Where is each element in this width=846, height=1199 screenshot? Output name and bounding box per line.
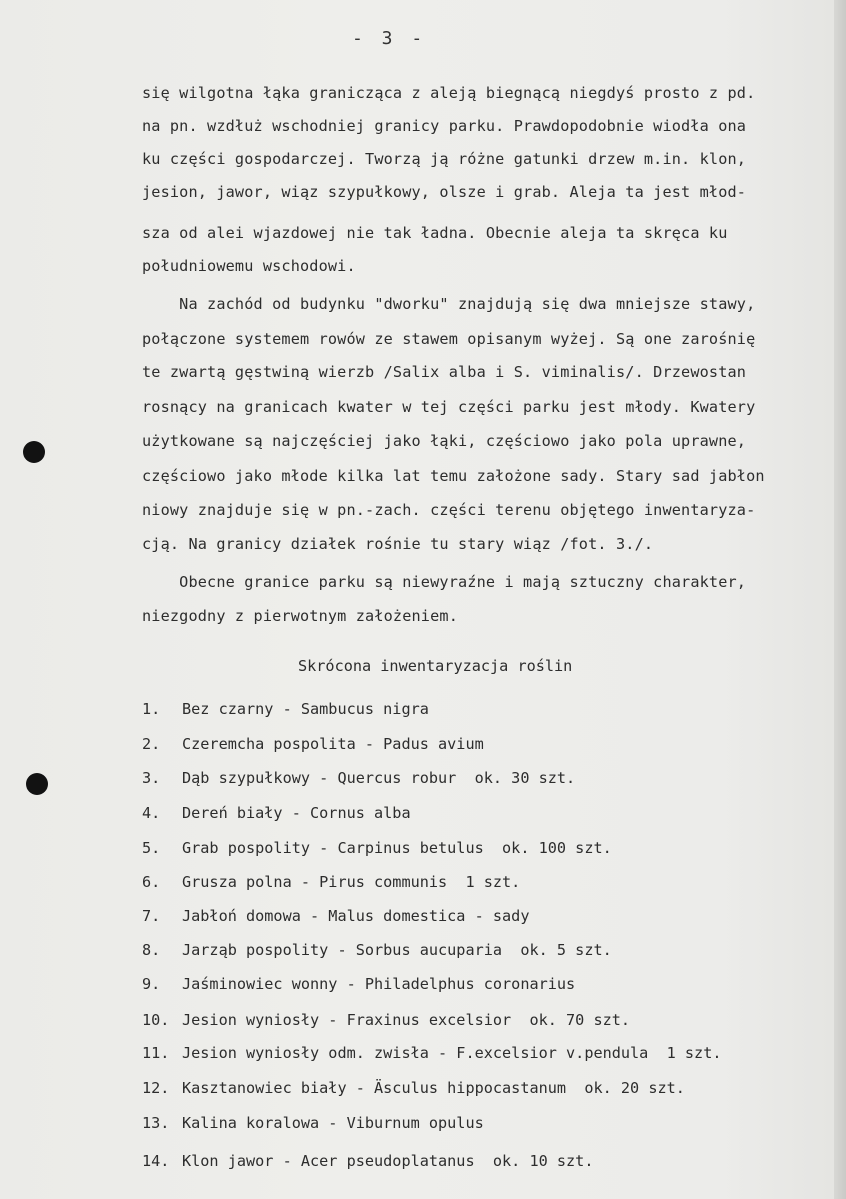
- plant-text: Kalina koralowa - Viburnum opulus: [182, 1114, 484, 1132]
- plant-number: 12.: [142, 1079, 170, 1097]
- plant-list-item: [142, 804, 411, 822]
- plant-number: 3.: [142, 769, 161, 787]
- plant-list-item: [142, 700, 429, 718]
- body-line: te zwartą gęstwiną wierzb /Salix alba i S. viminalis/. Drzewostan: [142, 363, 747, 381]
- plant-text: Jaśminowiec wonny - Philadelphus coronarius: [182, 975, 576, 993]
- plant-list-item: [142, 873, 520, 891]
- page-edge-shadow: [834, 0, 846, 1199]
- body-line: niezgodny z pierwotnym założeniem.: [142, 607, 458, 625]
- plant-text: Jesion wyniosły odm. zwisła - F.excelsior v.pendula 1 szt.: [182, 1044, 722, 1062]
- body-line: częściowo jako młode kilka lat temu założone sady. Stary sad jabłon: [142, 467, 765, 485]
- binder-hole-icon: [26, 773, 48, 795]
- plant-number: 13.: [142, 1114, 170, 1132]
- plant-number: 2.: [142, 735, 161, 753]
- plant-number: 7.: [142, 907, 161, 925]
- plant-list-item: [142, 839, 612, 857]
- plant-text: Kasztanowiec biały - Äsculus hippocastanum ok. 20 szt.: [182, 1079, 685, 1097]
- plant-number: 8.: [142, 941, 161, 959]
- plant-list-item: [142, 1044, 721, 1062]
- body-line: Obecne granice parku są niewyraźne i mają sztuczny charakter,: [142, 573, 747, 591]
- plant-text: Jabłoń domowa - Malus domestica - sady: [182, 907, 530, 925]
- body-line: ku części gospodarczej. Tworzą ją różne gatunki drzew m.in. klon,: [142, 150, 747, 168]
- plant-list-item: [142, 907, 529, 925]
- plant-text: Bez czarny - Sambucus nigra: [182, 700, 429, 718]
- plant-list-item: [142, 1152, 593, 1170]
- plant-text: Czeremcha pospolita - Padus avium: [182, 735, 484, 753]
- body-line: cją. Na granicy działek rośnie tu stary wiąz /fot. 3./.: [142, 535, 654, 553]
- body-line: na pn. wzdłuż wschodniej granicy parku. Prawdopodobnie wiodła ona: [142, 117, 747, 135]
- plant-text: Jesion wyniosły - Fraxinus excelsior ok. 70 szt.: [182, 1011, 631, 1029]
- body-line: Na zachód od budynku "dworku" znajdują się dwa mniejsze stawy,: [142, 295, 756, 313]
- plant-list-item: [142, 941, 612, 959]
- body-line: południowemu wschodowi.: [142, 257, 356, 275]
- binder-hole-icon: [23, 441, 45, 463]
- plant-list-item: [142, 1114, 484, 1132]
- plant-text: Grab pospolity - Carpinus betulus ok. 100 szt.: [182, 839, 612, 857]
- plant-number: 11.: [142, 1044, 170, 1062]
- plant-text: Grusza polna - Pirus communis 1 szt.: [182, 873, 521, 891]
- plant-list-item: [142, 1079, 685, 1097]
- plant-number: 10.: [142, 1011, 170, 1029]
- plant-number: 9.: [142, 975, 161, 993]
- body-line: sza od alei wjazdowej nie tak ładna. Obecnie aleja ta skręca ku: [142, 224, 728, 242]
- plant-number: 6.: [142, 873, 161, 891]
- body-line: jesion, jawor, wiąz szypułkowy, olsze i grab. Aleja ta jest młod-: [142, 183, 747, 201]
- plant-number: 4.: [142, 804, 161, 822]
- plant-text: Dereń biały - Cornus alba: [182, 804, 411, 822]
- plant-list-item: [142, 769, 575, 787]
- plant-list-item: [142, 975, 575, 993]
- plant-text: Jarząb pospolity - Sorbus aucuparia ok. 5 szt.: [182, 941, 612, 959]
- plant-number: 5.: [142, 839, 161, 857]
- body-line: użytkowane są najczęściej jako łąki, częściowo jako pola uprawne,: [142, 432, 747, 450]
- body-line: rosnący na granicach kwater w tej części parku jest młody. Kwatery: [142, 398, 756, 416]
- body-line: się wilgotna łąka granicząca z aleją biegnącą niegdyś prosto z pd.: [142, 84, 756, 102]
- plant-text: Klon jawor - Acer pseudoplatanus ok. 10 szt.: [182, 1152, 594, 1170]
- section-heading: Skrócona inwentaryzacja roślin: [298, 657, 573, 675]
- plant-list-item: [142, 735, 484, 753]
- page-number: - 3 -: [352, 28, 427, 49]
- plant-text: Dąb szypułkowy - Quercus robur ok. 30 szt.: [182, 769, 576, 787]
- plant-number: 1.: [142, 700, 161, 718]
- body-line: połączone systemem rowów ze stawem opisanym wyżej. Są one zarośnię: [142, 330, 756, 348]
- plant-list-item: [142, 1011, 630, 1029]
- body-line: niowy znajduje się w pn.-zach. części terenu objętego inwentaryza-: [142, 501, 756, 519]
- plant-number: 14.: [142, 1152, 170, 1170]
